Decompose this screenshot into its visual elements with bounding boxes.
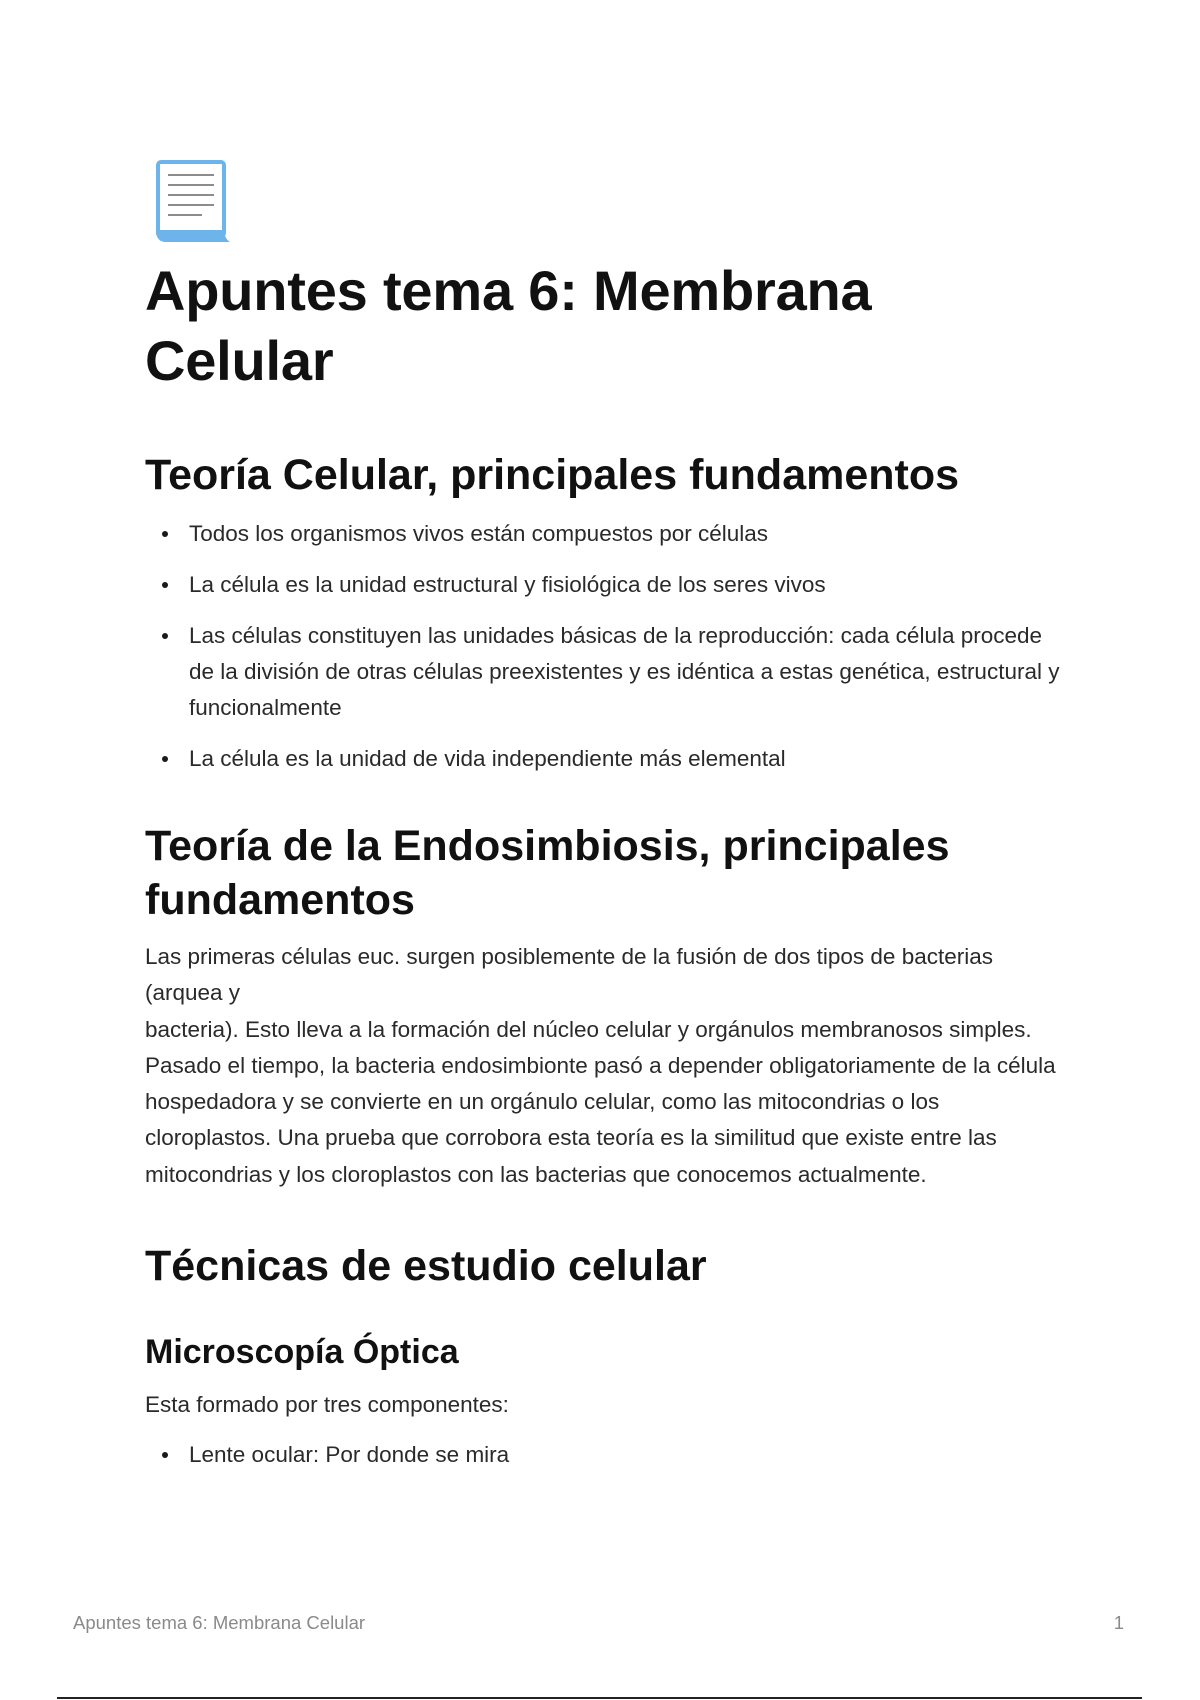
page-with-curl-icon — [154, 158, 234, 244]
endosimbiosis-paragraph: Las primeras células euc. surgen posiblemente de la fusión de dos tipos de bacterias (arquea y bacteria). Esto lleva a la formación del núcleo celular y orgánulos membranosos simples. Pasado el tiempo, la bacteria endosimbionte pasó a depender obligatoriamente de la célula hospedadora y se convierte en un orgánulo celular, como las mitocondrias o los cloroplastos. Una prueba que corrobora esta teoría es la similitud que existe entre las mitocondrias y los cloroplastos con las bacterias que conocemos actualmente. — [145, 944, 1056, 1187]
footer-divider — [57, 1697, 1142, 1699]
list-item: Lente ocular: Por donde se mira — [145, 1437, 1065, 1473]
bullet-icon — [162, 756, 168, 762]
list-item: Las células constituyen las unidades básicas de la reproducción: cada célula procede de la división de otras células preexistentes y es idéntica a estas genética, estructural y funcionalmente — [145, 618, 1065, 726]
list-item: La célula es la unidad de vida independiente más elemental — [145, 741, 1065, 777]
bullet-icon — [162, 633, 168, 639]
bullet-icon — [162, 531, 168, 537]
microscopia-list — [145, 1437, 1065, 1473]
page-number: 1 — [1113, 1612, 1124, 1633]
document-body — [145, 256, 1065, 1488]
teoria-celular-list — [145, 516, 1065, 777]
section-heading-tecnicas: Técnicas de estudio celular — [145, 1242, 707, 1291]
bullet-icon — [162, 582, 168, 588]
section-heading-endosimbiosis: Teoría de la Endosimbiosis, principales fundamentos — [145, 822, 950, 924]
subsection-heading-microscopia: Microscopía Óptica — [145, 1333, 459, 1372]
section-heading-teoria-celular: Teoría Celular, principales fundamentos — [145, 451, 960, 499]
list-item: La célula es la unidad estructural y fisiológica de los seres vivos — [145, 567, 1065, 603]
list-item: Todos los organismos vivos están compuestos por células — [145, 516, 1065, 552]
page-title: Apuntes tema 6: Membrana Celular — [145, 259, 872, 392]
bullet-icon — [162, 1452, 168, 1458]
footer-title: Apuntes tema 6: Membrana Celular — [73, 1612, 366, 1633]
microscopia-intro: Esta formado por tres componentes: — [145, 1392, 509, 1418]
